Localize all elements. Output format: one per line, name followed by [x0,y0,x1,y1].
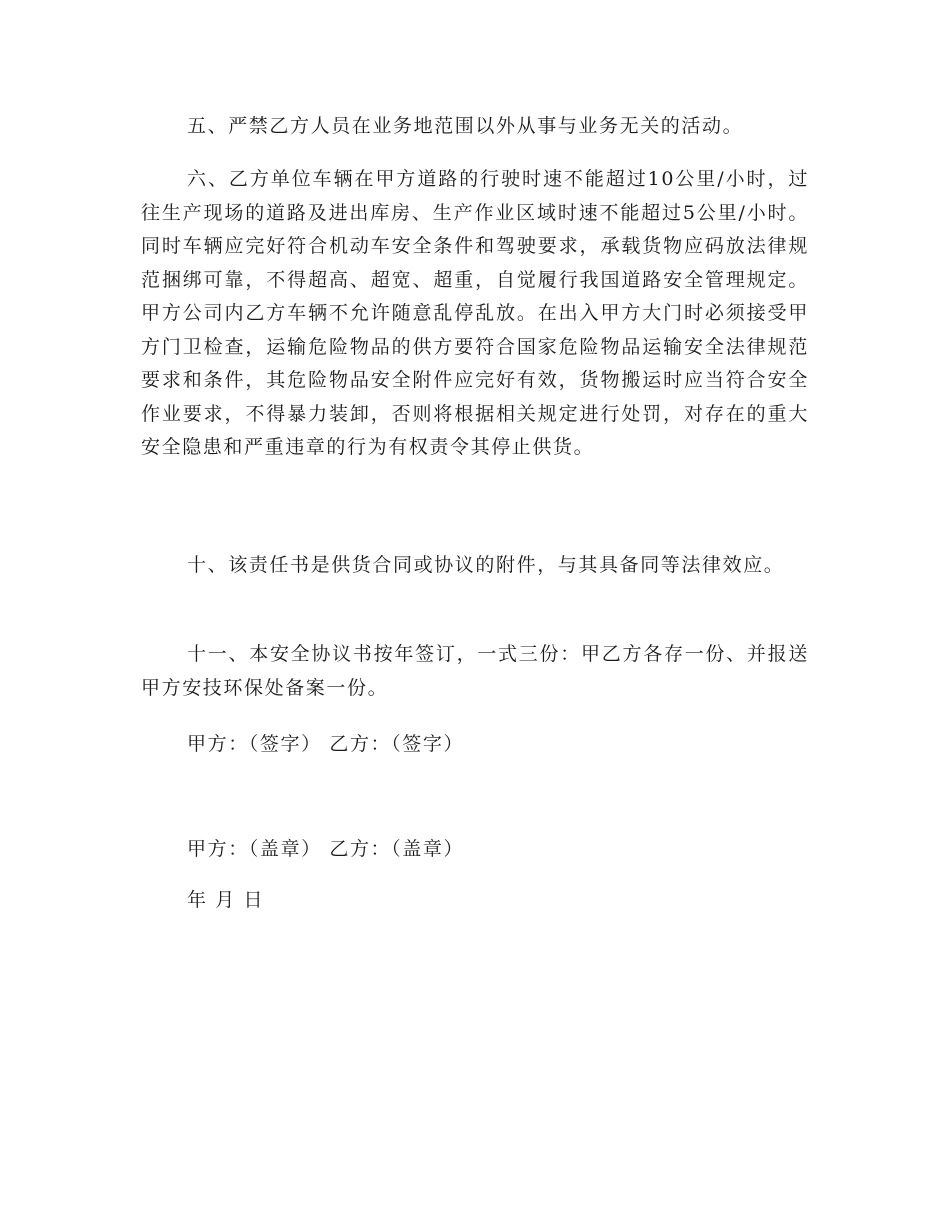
date-line: 年 月 日 [187,889,265,911]
signature-line: 甲方：（签字） 乙方：（签字） [187,733,465,755]
seal-line: 甲方：（盖章） 乙方：（盖章） [187,838,465,860]
clause-six: 六、乙方单位车辆在甲方道路的行驶时速不能超过10公里/小时，过往生产现场的道路及进出库房、生产作业区域时速不能超过5公里/小时。同时车辆应完好符合机动车安全条件和驾驶要求，承载货物应码放法律规范捆绑可靠，不得超高、超宽、超重，自觉履行我国道路安全管理规定。甲方公司内乙方车辆不允许随意乱停乱放。在出入甲方大门时必须接受甲方门卫检查，运输危险物品的供方要符合国家危险物品运输安全法律规范要求和条件，其危险物品安全附件应完好有效，货物搬运时应当符合安全作业要求，不得暴力装卸，否则将根据相关规定进行处罚，对存在的重大安全隐患和严重违章的行为有权责令其停止供货。 [141,168,809,458]
clause-ten: 十、该责任书是供货合同或协议的附件，与其具备同等法律效应。 [187,554,785,576]
clause-five: 五、严禁乙方人员在业务地范围以外从事与业务无关的活动。 [187,115,744,137]
clause-eleven: 十一、本安全协议书按年签订，一式三份：甲乙方各存一份、并报送甲方安技环保处备案一份。 [141,643,809,699]
